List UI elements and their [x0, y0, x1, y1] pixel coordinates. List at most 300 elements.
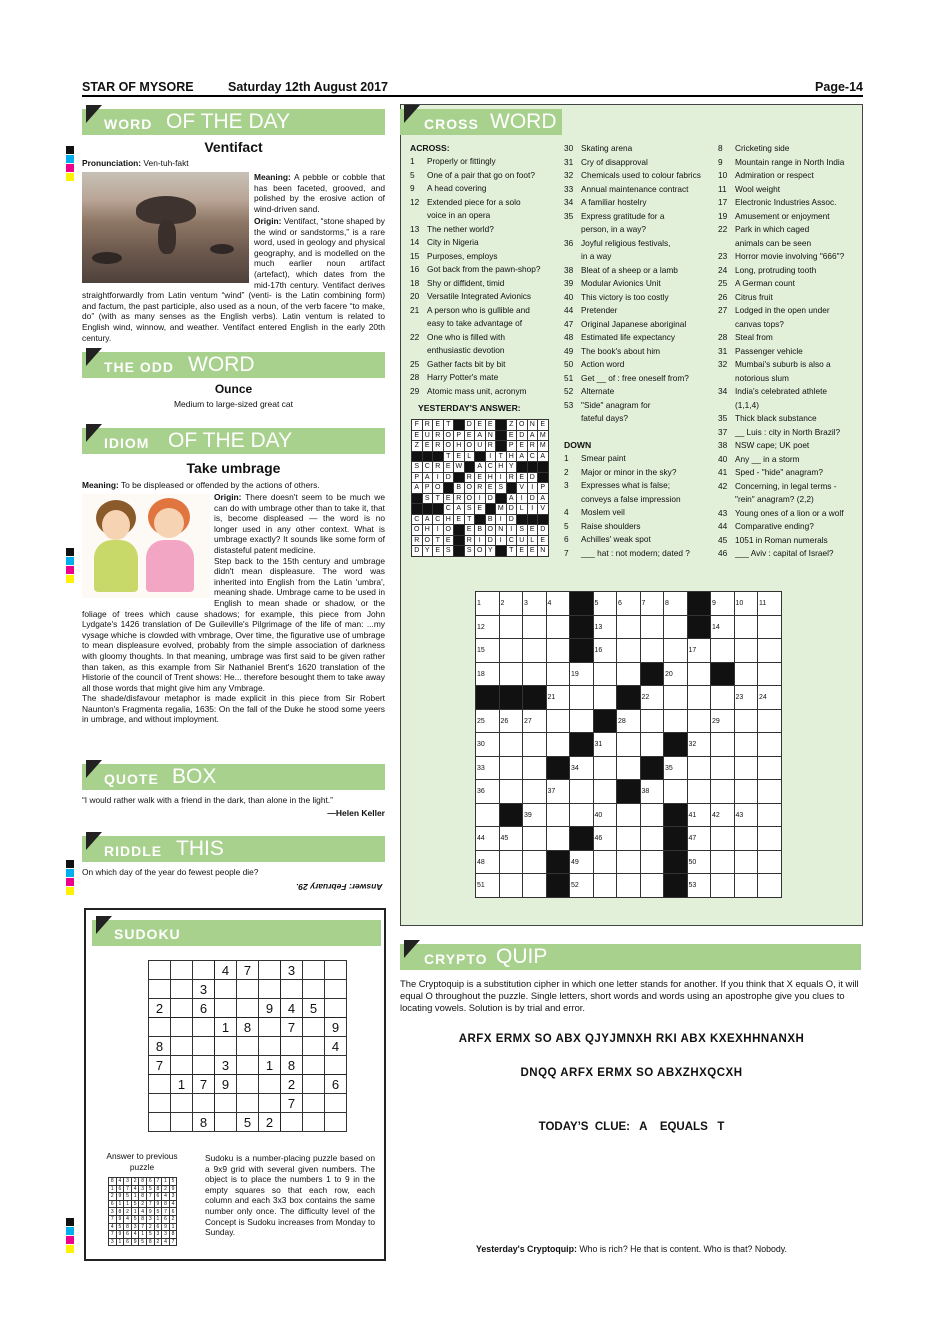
sudoku-cell — [303, 1075, 325, 1094]
crossword-cell — [476, 850, 500, 874]
clue-text: Annual maintenance contract — [581, 183, 689, 194]
clue-number: 5 — [564, 520, 569, 531]
answer-cell — [422, 504, 433, 515]
answer-cell — [496, 430, 507, 441]
sudoku-cell: 2 — [149, 999, 171, 1018]
clue-item — [718, 237, 860, 251]
answer-cell: E — [422, 441, 433, 452]
color-marks — [66, 146, 74, 182]
crossword-cell — [476, 756, 500, 780]
sudoku-cell — [149, 980, 171, 999]
sudoku-cell — [259, 980, 281, 999]
crossword-cell — [640, 639, 664, 663]
answer-cell: 1 — [124, 1200, 132, 1208]
clue-item — [564, 412, 714, 426]
answer-cell: D — [443, 472, 454, 483]
black-square — [664, 733, 688, 757]
clue-number: 17 — [718, 197, 728, 207]
answer-cell: 3 — [124, 1178, 132, 1186]
answer-cell: 5 — [146, 1231, 154, 1239]
black-square — [546, 756, 570, 780]
sudoku-cell: 5 — [303, 999, 325, 1018]
crossword-cell — [546, 639, 570, 663]
clue-item — [410, 304, 560, 318]
clue-text: canvas tops? — [735, 318, 784, 329]
clue-text: __ Luis : city in North Brazil? — [735, 426, 841, 437]
black-square — [546, 850, 570, 874]
clue-number: 45 — [500, 835, 509, 842]
crossword-cell — [664, 686, 688, 710]
answer-cell: A — [538, 451, 549, 462]
crossword-cell — [617, 827, 641, 851]
crossword-cell — [476, 874, 500, 898]
clue-text: Atomic mass unit, acronym — [427, 385, 527, 396]
clue-item — [564, 183, 714, 197]
black-square — [593, 709, 617, 733]
crossword-cell — [617, 639, 641, 663]
answer-cell: N — [496, 525, 507, 536]
clue-item — [718, 277, 860, 291]
sudoku-cell — [171, 999, 193, 1018]
clue-text: fateful days? — [581, 413, 629, 423]
answer-cell — [433, 451, 444, 462]
page-number: Page-14 — [815, 80, 863, 94]
clue-text: easy to take advantage of — [427, 318, 523, 328]
answer-cell: 4 — [109, 1223, 117, 1231]
clue-number: 10 — [718, 170, 728, 180]
answer-cell: 4 — [124, 1215, 132, 1223]
clue-number: 3 — [524, 600, 528, 607]
crossword-cell — [711, 756, 735, 780]
riddle-banner: RIDDLE THIS — [82, 836, 385, 862]
clue-number: 3 — [564, 480, 569, 490]
answer-cell — [464, 462, 475, 473]
clue-item — [718, 520, 860, 534]
crossword-cell — [617, 850, 641, 874]
answer-cell: M — [538, 441, 549, 452]
clue-item — [718, 453, 860, 467]
crossword-cell — [617, 592, 641, 616]
answer-cell: 5 — [131, 1200, 139, 1208]
clue-text: conveys a false impression — [581, 493, 681, 504]
crossword-cell — [687, 756, 711, 780]
answer-cell: T — [443, 451, 454, 462]
clue-text: Bleat of a sheep or a lamb — [581, 264, 678, 275]
word-origin: Origin: Ventifact, “stone shaped by the wind or sandstorms,” is a rare word, used in geology and physical geography, and is modelled on the much earlier noun artifact (artefact), which dates from the mid-17th century. Ventifact derives straightforwardly from Latin ventum “wind” (venti- is the Latin combining form) and factum, the past participle, also used as a noun, of the verb facere “to make, do” (with as many senses as the English verbs). Latin ventum is related to English wind, winnow, and weather. Ventifact entered English in the early 20th century. — [82, 216, 385, 343]
clue-number: 19 — [718, 210, 728, 221]
answer-cell: 1 — [169, 1223, 177, 1231]
clue-number: 6 — [618, 600, 622, 607]
clue-number: 1 — [564, 453, 569, 463]
crossword-cell — [711, 803, 735, 827]
answer-cell: E — [538, 420, 549, 431]
black-square — [640, 756, 664, 780]
answer-cell: O — [517, 420, 528, 431]
answer-cell: B — [454, 483, 465, 494]
clue-item — [564, 479, 714, 493]
sudoku-cell — [259, 961, 281, 980]
clue-number: 48 — [564, 332, 574, 342]
answer-cell: 5 — [169, 1178, 177, 1186]
clue-item — [718, 183, 860, 197]
sudoku-cell: 7 — [281, 1094, 303, 1113]
answer-cell: O — [422, 535, 433, 546]
answer-cell: I — [433, 525, 444, 536]
clue-number: 35 — [564, 210, 574, 221]
crossword-cell — [546, 780, 570, 804]
answer-cell: 3 — [146, 1215, 154, 1223]
clue-number: 32 — [564, 170, 574, 180]
crossword-cell — [758, 827, 782, 851]
crossword-cell — [523, 827, 547, 851]
crossword-cell — [758, 592, 782, 616]
idiom-banner: IDIOM OF THE DAY — [82, 428, 385, 454]
clue-item — [410, 344, 560, 358]
crossword-cell — [640, 615, 664, 639]
crossword-cell — [476, 615, 500, 639]
answer-cell: 8 — [162, 1200, 170, 1208]
crossword-cell — [499, 827, 523, 851]
answer-cell: S — [464, 504, 475, 515]
answer-cell: D — [517, 430, 528, 441]
answer-cell: O — [464, 441, 475, 452]
sudoku-cell: 4 — [281, 999, 303, 1018]
clue-number: 30 — [477, 741, 485, 748]
crossword-cell — [523, 662, 547, 686]
clue-item — [564, 169, 714, 183]
clue-number: 27 — [524, 717, 532, 725]
answer-cell: S — [517, 525, 528, 536]
crossword-cell — [523, 803, 547, 827]
answer-cell: 8 — [139, 1215, 147, 1223]
clue-item — [564, 318, 714, 332]
sudoku-cell: 8 — [193, 1113, 215, 1132]
sudoku-cell — [215, 1037, 237, 1056]
answer-cell: T — [496, 451, 507, 462]
clue-item — [564, 264, 714, 278]
crossword-cell — [570, 709, 594, 733]
answer-cell: 7 — [154, 1178, 162, 1186]
clue-number: 42 — [718, 480, 728, 491]
clue-number: 28 — [618, 717, 626, 725]
answer-cell: 5 — [139, 1238, 147, 1246]
crossword-cell — [523, 592, 547, 616]
clue-text: Electronic Industries Assoc. — [735, 197, 837, 207]
clue-number: 38 — [564, 264, 574, 275]
sudoku-cell — [149, 1018, 171, 1037]
clue-number: 6 — [564, 534, 569, 544]
answer-cell: D — [464, 420, 475, 431]
crossword-cell — [617, 615, 641, 639]
sudoku-cell — [193, 961, 215, 980]
sudoku-cell: 9 — [215, 1075, 237, 1094]
crossword-cell — [734, 686, 758, 710]
crossword-cell — [593, 639, 617, 663]
clue-number: 7 — [564, 547, 569, 558]
clue-text: Got back from the pawn-shop? — [427, 264, 541, 274]
clue-text: This victory is too costly — [581, 291, 669, 302]
answer-cell: V — [517, 483, 528, 494]
clue-text: Raise shoulders — [581, 520, 641, 531]
answer-cell: P — [422, 483, 433, 494]
answer-cell: I — [475, 535, 486, 546]
answer-cell: 5 — [124, 1193, 132, 1201]
sudoku-cell — [325, 1113, 347, 1132]
clue-item — [718, 156, 860, 170]
clue-text: Expresses what is false; — [581, 480, 670, 490]
answer-cell: 9 — [154, 1200, 162, 1208]
clue-number: 28 — [718, 332, 728, 342]
sudoku-cell — [237, 1037, 259, 1056]
clue-item — [564, 372, 714, 386]
clue-number: 47 — [564, 318, 574, 329]
clue-text: notorious slum — [735, 372, 789, 383]
sudoku-cell: 1 — [171, 1075, 193, 1094]
crossword-cell — [664, 592, 688, 616]
answer-cell: 1 — [131, 1208, 139, 1216]
clue-text: Modular Avionics Unit — [581, 278, 661, 288]
answer-cell: D — [527, 472, 538, 483]
clue-number: 44 — [718, 521, 728, 531]
clue-number: 34 — [571, 764, 579, 772]
answer-cell: 9 — [146, 1208, 154, 1216]
sudoku-cell — [237, 1056, 259, 1075]
clue-text: Lodged in the open under — [735, 305, 830, 315]
clue-item — [718, 223, 860, 237]
answer-cell: H — [485, 472, 496, 483]
answer-cell: C — [506, 535, 517, 546]
answer-cell: 9 — [116, 1231, 124, 1239]
crossword-cell — [570, 686, 594, 710]
crossword-cell — [523, 615, 547, 639]
answer-cell: E — [506, 430, 517, 441]
clue-item — [410, 385, 560, 399]
clue-item — [718, 426, 860, 440]
clue-number: 36 — [564, 237, 574, 248]
crossword-cell — [593, 662, 617, 686]
clue-text: Chemicals used to colour fabrics — [581, 170, 701, 180]
crossword-cell — [476, 709, 500, 733]
clue-text: A person who is gullible and — [427, 304, 530, 315]
crossword-cell — [711, 686, 735, 710]
answer-cell: D — [412, 546, 423, 557]
answer-cell — [422, 451, 433, 462]
answer-cell: A — [475, 462, 486, 473]
sudoku-cell — [303, 1037, 325, 1056]
crossword-cell — [523, 709, 547, 733]
answer-cell: E — [538, 535, 549, 546]
clue-number: 31 — [594, 741, 603, 748]
sudoku-cell — [303, 1094, 325, 1113]
clue-text: Mumbai's suburb is also a — [735, 359, 831, 369]
clue-text: Young ones of a lion or a wolf — [735, 507, 844, 518]
answer-cell: 1 — [162, 1178, 170, 1186]
sudoku-cell: 6 — [193, 999, 215, 1018]
sudoku-cell: 8 — [237, 1018, 259, 1037]
crossword-cell — [546, 827, 570, 851]
clue-number: 2 — [500, 600, 505, 607]
answer-cell: C — [433, 514, 444, 525]
answer-cell: R — [464, 535, 475, 546]
answer-cell — [517, 462, 528, 473]
crossword-cell — [523, 756, 547, 780]
crossword-cell — [711, 639, 735, 663]
answer-cell: E — [454, 514, 465, 525]
crossword-cell — [546, 803, 570, 827]
crossword-cell — [523, 850, 547, 874]
answer-cell: E — [464, 525, 475, 536]
answer-cell: 4 — [116, 1178, 124, 1186]
clue-item — [718, 142, 860, 156]
sudoku-cell: 5 — [237, 1113, 259, 1132]
clue-number: 18 — [410, 277, 420, 288]
cryptoquip-line-2: DNQQ ARFX ERMX SO ABXZHXQCXH — [520, 1067, 743, 1079]
answer-cell: 4 — [162, 1193, 170, 1201]
crossword-cell — [546, 592, 570, 616]
answer-cell — [454, 420, 465, 431]
crossword-cell — [734, 615, 758, 639]
clue-item — [410, 331, 560, 345]
clue-item — [718, 210, 860, 224]
answer-cell: O — [443, 430, 454, 441]
clue-text: One of a pair that go on foot? — [427, 169, 535, 180]
answer-cell: W — [455, 463, 463, 471]
crossword-cell — [758, 850, 782, 874]
crossword-cell — [523, 639, 547, 663]
clue-number: 25 — [718, 278, 728, 288]
clue-item — [718, 196, 860, 210]
answer-cell: D — [527, 493, 538, 504]
crossword-cell — [758, 686, 782, 710]
answer-cell: I — [527, 483, 538, 494]
crossword-cell — [758, 709, 782, 733]
clue-number: 43 — [735, 811, 744, 819]
clue-number: 4 — [564, 507, 569, 517]
crossword-cell — [664, 756, 688, 780]
clue-number: 5 — [594, 600, 599, 607]
answer-cell — [454, 525, 465, 536]
sudoku-cell: 8 — [149, 1037, 171, 1056]
sudoku-cell — [281, 980, 303, 999]
answer-cell: I — [475, 493, 486, 504]
sudoku-cell — [193, 1037, 215, 1056]
page-header — [82, 78, 863, 98]
crossword-cell — [570, 780, 594, 804]
crossword-cell — [640, 709, 664, 733]
answer-cell: F — [412, 420, 423, 431]
answer-cell: 4 — [162, 1238, 170, 1246]
answer-cell: 8 — [139, 1193, 147, 1201]
clue-text: India's celebrated athlete — [735, 386, 827, 396]
crossword-cell — [664, 662, 688, 686]
answer-cell: 2 — [162, 1185, 170, 1193]
answer-cell: E — [443, 462, 454, 473]
clue-number: 20 — [665, 670, 673, 678]
answer-cell: S — [422, 493, 433, 504]
word-title: Ventifact — [204, 139, 263, 155]
sudoku-cell: 3 — [281, 961, 303, 980]
black-square — [711, 662, 735, 686]
answer-cell: 8 — [146, 1238, 154, 1246]
crossword-cell — [593, 615, 617, 639]
crossword-cell — [593, 780, 617, 804]
answer-cell: 6 — [154, 1223, 162, 1231]
clue-item — [718, 466, 860, 480]
crossword-cell — [734, 850, 758, 874]
clue-number: 25 — [410, 358, 420, 369]
crossword-cell — [758, 662, 782, 686]
black-square — [499, 686, 523, 710]
clue-item — [564, 345, 714, 359]
clue-number: 25 — [477, 717, 485, 725]
clue-item — [410, 358, 560, 372]
answer-cell: A — [506, 493, 517, 504]
clue-item — [564, 331, 714, 345]
crossword-cell — [758, 874, 782, 898]
answer-cell — [527, 514, 538, 525]
across-title: ACROSS: — [410, 143, 450, 153]
crossword-cell — [687, 827, 711, 851]
crossword-cell — [711, 592, 735, 616]
crossword-cell — [570, 874, 594, 898]
clue-item — [410, 250, 560, 264]
clue-item — [564, 223, 714, 237]
answer-cell: N — [527, 420, 538, 431]
answer-cell: 3 — [154, 1231, 162, 1239]
crossword-banner: CROSS WORD — [400, 109, 562, 135]
sudoku-cell — [325, 999, 347, 1018]
black-square — [687, 592, 711, 616]
answer-cell: R — [412, 535, 423, 546]
sudoku-cell: 3 — [215, 1056, 237, 1075]
answer-cell: H — [496, 462, 507, 473]
answer-cell: D — [506, 514, 517, 525]
clue-number: 27 — [718, 305, 728, 315]
clue-number: 32 — [718, 359, 728, 369]
clue-text: Moslem veil — [581, 507, 625, 517]
crossword-cell — [687, 662, 711, 686]
answer-cell: E — [517, 441, 528, 452]
idiom-meaning: Meaning: To be displeased or offended by the actions of others. — [82, 480, 320, 490]
answer-cell: 1 — [109, 1185, 117, 1193]
black-square — [687, 615, 711, 639]
clue-item — [564, 533, 714, 547]
crossword-cell — [734, 592, 758, 616]
clue-text: Mountain range in North India — [735, 156, 845, 167]
crossword-cell — [640, 827, 664, 851]
clue-number: 49 — [564, 345, 574, 356]
answer-cell: E — [517, 546, 528, 557]
black-square — [570, 827, 594, 851]
crossword-cell — [476, 803, 500, 827]
answer-cell: D — [538, 525, 549, 536]
black-square — [476, 686, 500, 710]
clue-text: Properly or fittingly — [427, 156, 496, 166]
clue-number: 29 — [410, 385, 420, 396]
sudoku-cell — [149, 1094, 171, 1113]
crossword-cell — [758, 756, 782, 780]
answer-cell: Z — [412, 441, 423, 452]
clue-item — [718, 169, 860, 183]
clue-item — [718, 385, 860, 399]
clue-number: 39 — [524, 811, 532, 819]
clue-number: 15 — [477, 647, 485, 654]
sudoku-cell: 8 — [281, 1056, 303, 1075]
clue-text: NSW cape; UK poet — [735, 440, 810, 450]
crossword-cell — [664, 639, 688, 663]
crossword-cell — [687, 733, 711, 757]
down-title: DOWN — [564, 440, 592, 450]
